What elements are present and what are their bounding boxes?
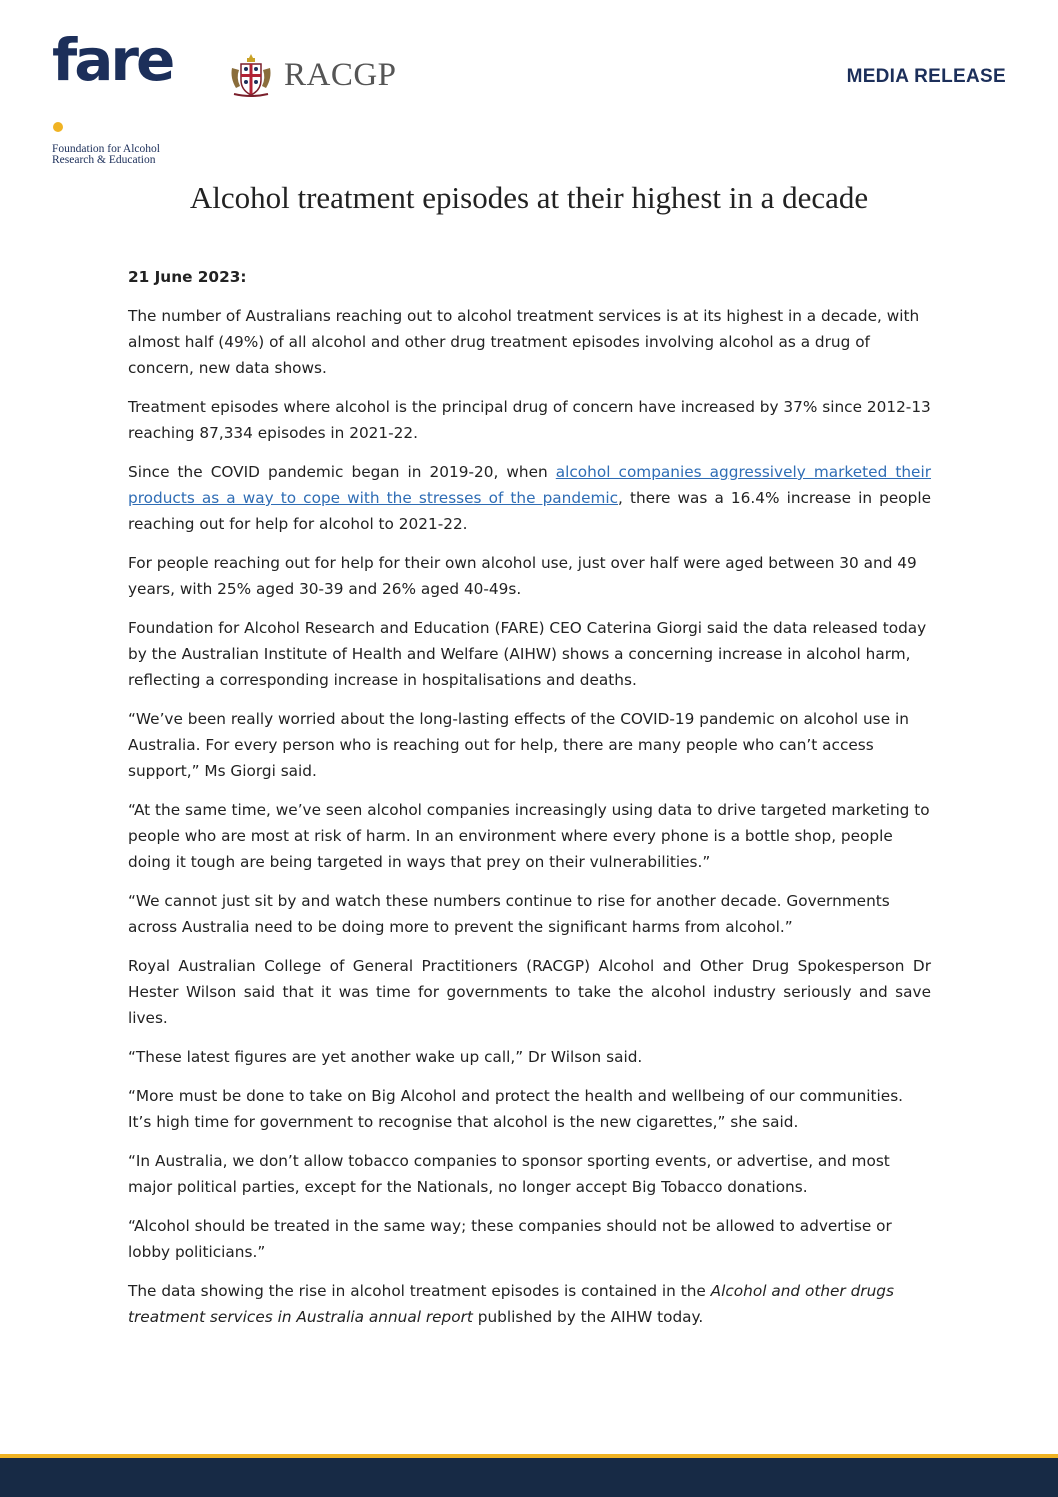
paragraph-8: “We cannot just sit by and watch these numbers continue to rise for another decade. Governments across Australia need to be doing more to prevent the significant harms from alcohol.”: [128, 892, 890, 936]
paragraph-9: Royal Australian College of General Practitioners (RACGP) Alcohol and Other Drug Spokesperson Dr Hester Wilson said that it was time for governments to take the alcohol industry seriously and save lives.: [128, 957, 931, 1027]
paragraph-2: Treatment episodes where alcohol is the principal drug of concern have increased by 37% since 2012-13 reaching 87,334 episodes in 2021-22.: [128, 398, 931, 442]
fare-subtitle-line1: Foundation for Alcohol: [52, 143, 160, 155]
release-date: 21 June 2023:: [128, 268, 247, 286]
paragraph-7: “At the same time, we’ve seen alcohol companies increasingly using data to drive targeted marketing to people who are most at risk of harm. In an environment where every phone is a bottle shop, people doing it tough are being targeted in ways that prey on their vulnerabilities.”: [128, 801, 930, 871]
paragraph-6: “We’ve been really worried about the long-lasting effects of the COVID-19 pandemic on alcohol use in Australia. For every person who is reaching out for help, there are many people who can’t access support,” Ms Giorgi said.: [128, 710, 909, 780]
paragraph-10: “These latest figures are yet another wake up call,” Dr Wilson said.: [128, 1048, 643, 1066]
report-title: Alcohol and other drugs treatment services in Australia annual report: [128, 1282, 894, 1326]
fare-logo: [52, 26, 173, 166]
footer-band: [0, 1458, 1058, 1497]
paragraph-3-after: , there was a 16.4% increase in people reaching out for help for alcohol to 2021-22.: [128, 489, 931, 533]
racgp-wordmark: RACGP: [284, 56, 397, 93]
paragraph-12: “In Australia, we don’t allow tobacco companies to sponsor sporting events, or advertise, and most major political parties, except for the Nationals, no longer accept Big Tobacco donations.: [128, 1152, 890, 1196]
paragraph-1: The number of Australians reaching out to alcohol treatment services is at its highest in a decade, with almost half (49%) of all alcohol and other drug treatment episodes involving alcohol as a drug of concern, new data shows.: [128, 307, 920, 377]
page-header: [0, 0, 1058, 166]
paragraph-14: [128, 1278, 931, 1330]
paragraph-14-after: published by the AIHW today.: [472, 1308, 704, 1326]
fare-subtitle-line2: Research & Education: [52, 154, 156, 166]
paragraph-14-before: The data showing the rise in alcohol treatment episodes is contained in the: [128, 1282, 711, 1300]
paragraph-3-before: Since the COVID pandemic began in 2019-20, when: [128, 463, 556, 481]
paragraph-3: [128, 459, 931, 537]
fare-logo-dot: [53, 122, 63, 132]
media-release-label: MEDIA RELEASE: [846, 66, 1006, 87]
fare-wordmark-text: fare: [52, 26, 173, 94]
fare-subtitle: [52, 144, 172, 166]
racgp-logo: [226, 50, 397, 100]
marketing-article-link[interactable]: alcohol companies aggressively marketed their products as a way to cope with the stresses of the pandemic: [128, 463, 931, 507]
page-title: Alcohol treatment episodes at their highest in a decade: [189, 180, 869, 215]
paragraph-5: Foundation for Alcohol Research and Education (FARE) CEO Caterina Giorgi said the data released today by the Australian Institute of Health and Welfare (AIHW) shows a concerning increase in alcohol harm, reflecting a corresponding increase in hospitalisations and deaths.: [128, 619, 927, 689]
paragraph-4: For people reaching out for help for their own alcohol use, just over half were aged between 30 and 49 years, with 25% aged 30-39 and 26% aged 40-49s.: [128, 554, 917, 598]
fare-wordmark: [52, 26, 173, 138]
paragraph-11: “More must be done to take on Big Alcohol and protect the health and wellbeing of our communities. It’s high time for government to recognise that alcohol is the new cigarettes,” she said.: [128, 1087, 904, 1131]
racgp-crest-icon: [226, 50, 276, 100]
article-body: [128, 264, 931, 1343]
paragraph-13: “Alcohol should be treated in the same way; these companies should not be allowed to advertise or lobby politicians.”: [128, 1217, 892, 1261]
